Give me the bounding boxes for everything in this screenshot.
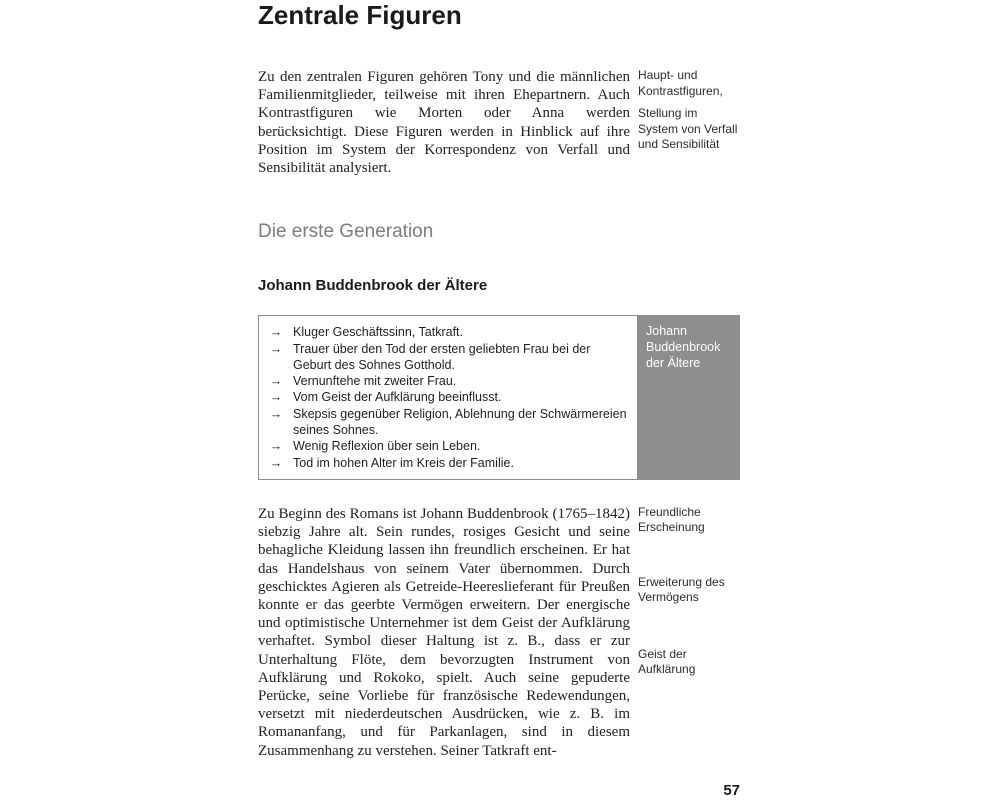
body-section [258, 505, 740, 765]
margin-note: Freundliche Erscheinung [638, 504, 705, 535]
list-item-text: Trauer über den Tod der ersten geliebten Frau bei der Geburt des Sohnes Gotthold. [293, 341, 591, 372]
page-title: Zentrale Figuren [258, 0, 462, 30]
list-item-text: Tod im hohen Alter im Kreis der Familie. [293, 455, 514, 470]
character-infobox [258, 315, 740, 480]
list-item [259, 406, 627, 439]
arrow-icon: → [269, 374, 283, 389]
intro-section [258, 68, 740, 177]
page-number: 57 [723, 782, 740, 799]
arrow-icon: → [269, 390, 283, 405]
list-item-text: Wenig Reflexion über sein Leben. [293, 439, 481, 454]
margin-note: Stellung im System von Verfall und Sensibilität [638, 106, 738, 151]
body-margin-notes [638, 505, 740, 765]
margin-label: Johann Buddenbrook der Ältere [646, 324, 721, 371]
list-item [259, 341, 627, 374]
subsection-heading: Johann Buddenbrook der Ältere [258, 277, 488, 295]
list-item-text: Vernunftehe mit zweiter Frau. [293, 374, 457, 389]
arrow-icon: → [269, 455, 283, 470]
list-item [259, 389, 627, 405]
list-item [259, 373, 627, 389]
intro-paragraph: Zu den zentralen Figuren gehören Tony und die männlichen Familienmitglieder, teilweise mit ihren Ehepartnern. Auch Kontrastfiguren wie Morten oder Anna werden berücksichtigt. Diese Figuren werden in Hinblick auf ihre Position im System der Korrespondenz von Verfall und Sensibilität analysiert. [258, 69, 630, 177]
margin-note: Erweiterung des Vermögens [638, 574, 725, 605]
arrow-icon: → [269, 325, 283, 340]
arrow-icon: → [269, 406, 283, 421]
intro-margin-notes [638, 68, 740, 160]
margin-note: Haupt- und Kontrastfiguren, [638, 68, 723, 98]
list-item [259, 455, 627, 471]
body-paragraph: Zu Beginn des Romans ist Johann Buddenbrook (1765–1842) siebzig Jahre alt. Sein rundes, rosiges Gesicht und seine behagliche Kleidung lassen ihn freundlich erscheinen. Er hat das Handelshaus von seinem Vater übernommen. Durch geschicktes Agieren als Getreide-Heereslieferant für Preußen konnte er das geerbte Vermögen erweitern. Der energische und optimistische Unternehmer ist dem Geist der Aufklärung verhaftet. Symbol dieser Haltung ist z. B., dass er zur Unterhaltung Flöte, dem bevorzugten Instrument von Aufklärung und Rokoko, spielt. Auch seine gepuderte Perücke, seine Vorliebe für französische Redewendungen, versetzt mit niederdeutschen Ausdrücken, wie z. B. im Romananfang, und für Parkanlagen, sind in diesem Zusammenhang zu verstehen. Seiner Tatkraft ent- [258, 505, 630, 759]
trait-list [258, 315, 638, 480]
margin-note: Geist der Aufklärung [638, 646, 696, 677]
list-item [259, 438, 627, 454]
list-item [259, 324, 627, 340]
arrow-icon: → [269, 341, 283, 356]
page-content [258, 0, 740, 765]
list-item-text: Skepsis gegenüber Religion, Ablehnung der Schwärmereien seines Sohnes. [293, 406, 627, 437]
section-heading: Die erste Generation [258, 221, 434, 243]
margin-label-box [638, 315, 740, 480]
list-item-text: Kluger Geschäftssinn, Tatkraft. [293, 325, 463, 340]
list-item-text: Vom Geist der Aufklärung beeinflusst. [293, 390, 502, 405]
arrow-icon: → [269, 439, 283, 454]
